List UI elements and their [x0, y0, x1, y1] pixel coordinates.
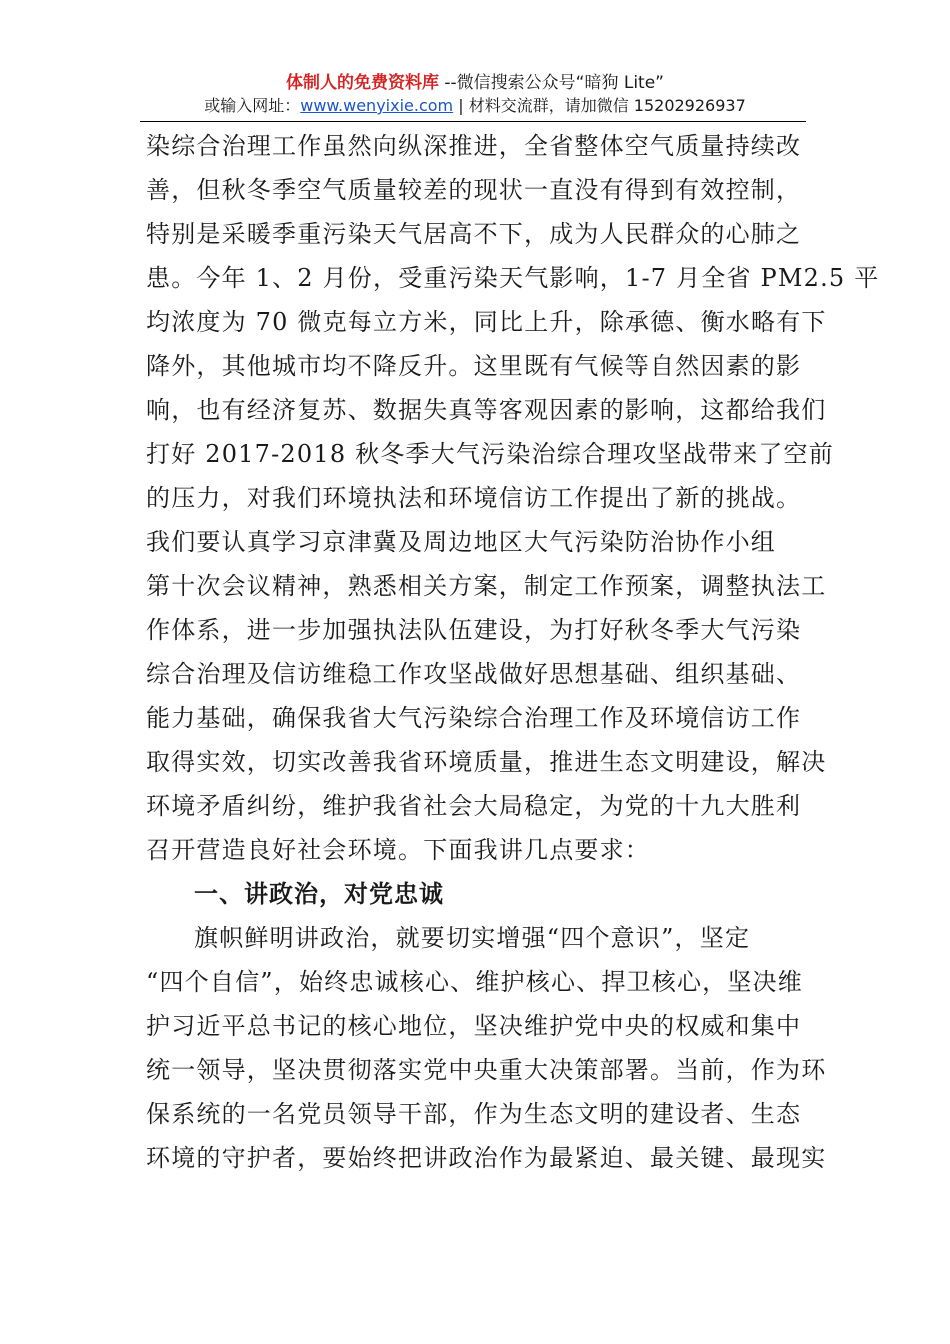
body-line: “四个自信”，始终忠诚核心、维护核心、捍卫核心，坚决维 — [146, 968, 803, 996]
body-line: 旗帜鲜明讲政治，就要切实增强“四个意识”，坚定 — [194, 924, 751, 952]
body-line: 善，但秋冬季空气质量较差的现状一直没有得到有效控制， — [146, 176, 802, 204]
body-line: 降外，其他城市均不降反升。这里既有气候等自然因素的影 — [146, 352, 802, 380]
body-line: 能力基础，确保我省大气污染综合治理工作及环境信访工作 — [146, 704, 802, 732]
header-url-prefix: 或输入网址： — [204, 96, 301, 115]
body-line: 召开营造良好社会环境。下面我讲几点要求： — [146, 836, 650, 864]
body-line: 打好 2017-2018 秋冬季大气污染治综合理攻坚战带来了空前 — [146, 440, 834, 468]
body-line: 的压力，对我们环境执法和环境信访工作提出了新的挑战。 — [146, 484, 802, 512]
header-tagline: --微信搜索公众号“暗狗 Lite” — [438, 73, 664, 93]
body-line: 作体系，进一步加强执法队伍建设，为打好秋冬季大气污染 — [146, 616, 802, 644]
header-url-link[interactable]: www.wenyixie.com — [300, 96, 454, 115]
body-line: 均浓度为 70 微克每立方米，同比上升，除承德、衡水略有下 — [146, 308, 827, 336]
body-line: 我们要认真学习京津冀及周边地区大气污染防治协作小组 — [146, 528, 776, 556]
body-line: 患。今年 1、2 月份，受重污染天气影响，1-7 月全省 PM2.5 平 — [146, 264, 880, 292]
header-brand: 体制人的免费资料库 — [285, 73, 439, 93]
body-line: 护习近平总书记的核心地位，坚决维护党中央的权威和集中 — [146, 1012, 802, 1040]
header-separator: | — [453, 96, 469, 115]
body-line: 特别是采暖季重污染天气居高不下，成为人民群众的心肺之 — [146, 220, 802, 248]
body-line: 环境矛盾纠纷，维护我省社会大局稳定，为党的十九大胜利 — [146, 792, 802, 820]
page-header — [140, 72, 810, 117]
body-line: 保系统的一名党员领导干部，作为生态文明的建设者、生态 — [146, 1100, 802, 1128]
header-contact-line — [140, 95, 810, 117]
body-line: 综合治理及信访维稳工作攻坚战做好思想基础、组织基础、 — [146, 660, 802, 688]
body-line: 染综合治理工作虽然向纵深推进，全省整体空气质量持续改 — [146, 132, 802, 160]
body-line: 第十次会议精神，熟悉相关方案，制定工作预案，调整执法工 — [146, 572, 827, 600]
body-line: 取得实效，切实改善我省环境质量，推进生态文明建设，解决 — [146, 748, 827, 776]
body-line: 环境的守护者，要始终把讲政治作为最紧迫、最关键、最现实 — [146, 1144, 827, 1172]
body-line: 响，也有经济复苏、数据失真等客观因素的影响，这都给我们 — [146, 396, 827, 424]
header-contact: 材料交流群，请加微信 15202926937 — [468, 96, 746, 115]
body-line: 统一领导，坚决贯彻落实党中央重大决策部署。当前，作为环 — [146, 1056, 827, 1084]
header-title-line — [140, 72, 810, 94]
section-heading: 一、讲政治，对党忠诚 — [194, 880, 444, 908]
document-body — [146, 124, 880, 1180]
header-divider — [140, 121, 806, 122]
